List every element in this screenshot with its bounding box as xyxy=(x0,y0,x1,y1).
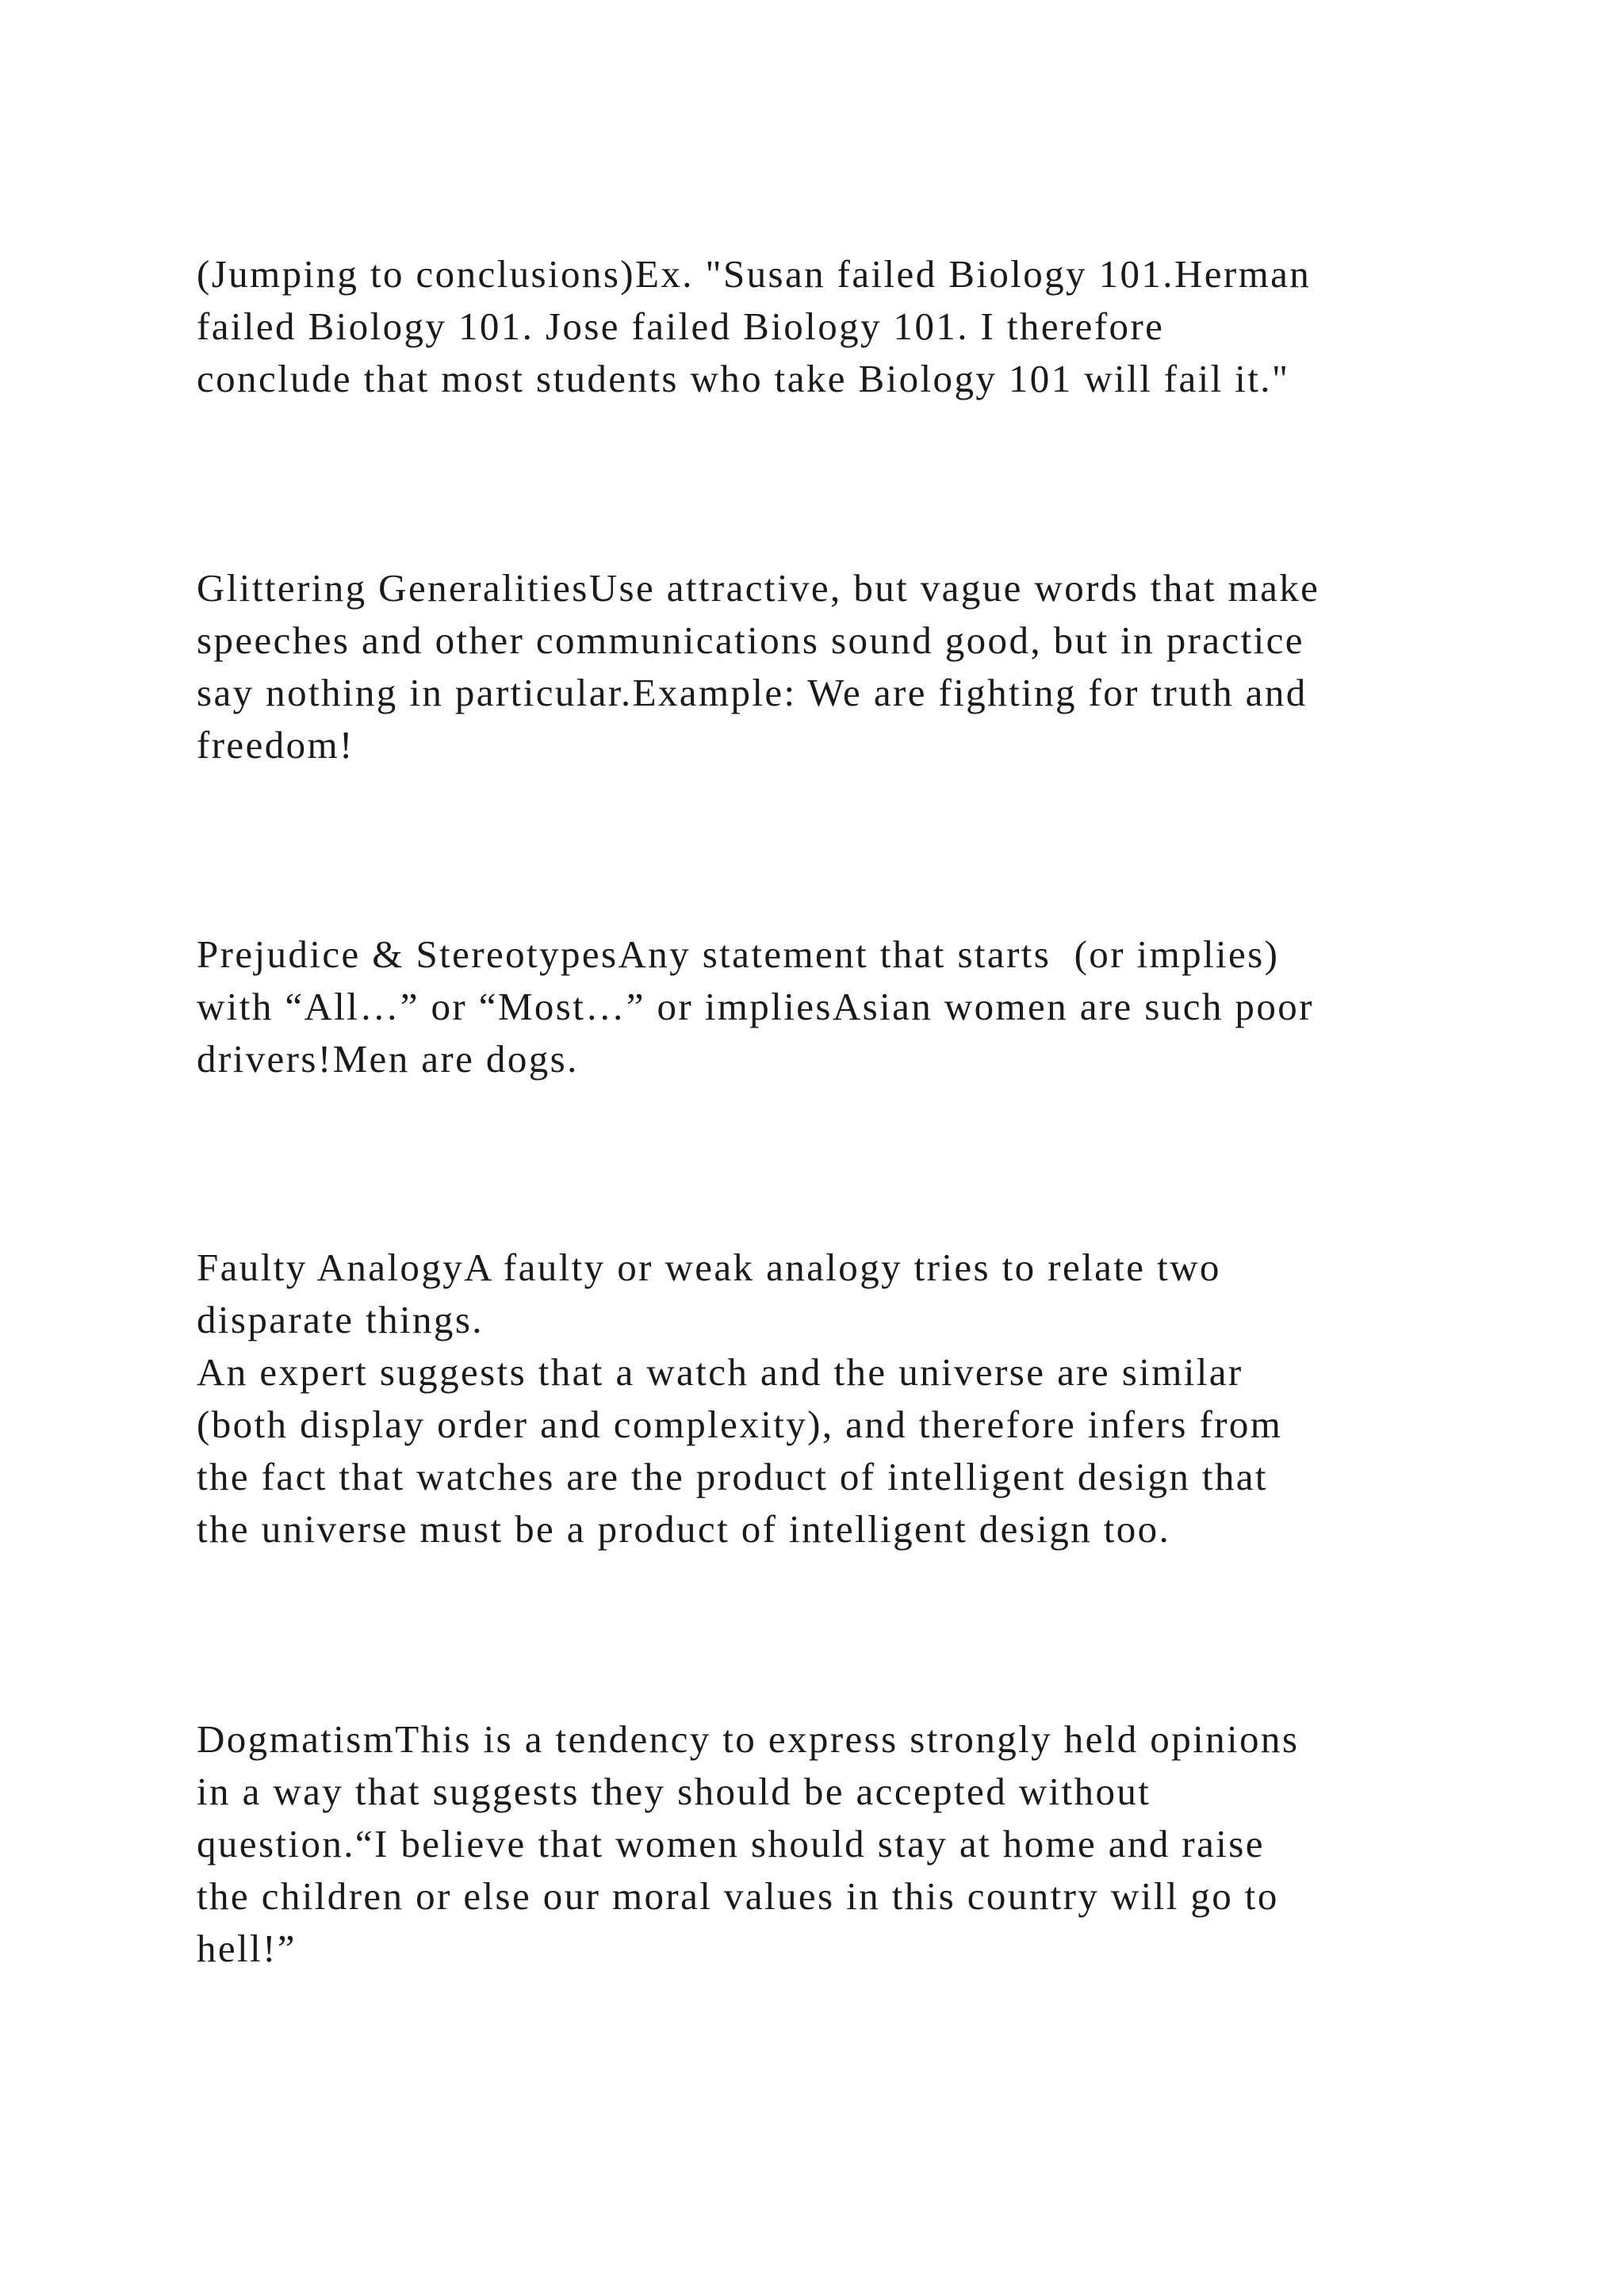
text-line: with “All…” or “Most…” or impliesAsian women are such poor xyxy=(197,985,1314,1028)
text-line: question.“I believe that women should stay at home and raise xyxy=(197,1822,1265,1866)
paragraph-faulty-analogy xyxy=(197,1242,1465,1556)
text-line: freedom! xyxy=(197,723,354,767)
text-line: in a way that suggests they should be accepted without xyxy=(197,1770,1151,1813)
text-line: the children or else our moral values in this country will go to xyxy=(197,1874,1279,1918)
text-line: Glittering GeneralitiesUse attractive, but vague words that make xyxy=(197,566,1320,610)
text-line: (both display order and complexity), and therefore infers from xyxy=(197,1402,1283,1446)
text-line: the fact that watches are the product of intelligent design that xyxy=(197,1455,1268,1498)
text-line: say nothing in particular.Example: We are fighting for truth and xyxy=(197,671,1308,714)
text-line: conclude that most students who take Biology 101 will fail it." xyxy=(197,357,1290,400)
text-line: DogmatismThis is a tendency to express strongly held opinions xyxy=(197,1717,1300,1761)
text-line: disparate things. xyxy=(197,1298,484,1341)
text-line: Prejudice & StereotypesAny statement that starts (or implies) xyxy=(197,932,1280,976)
text-line: An expert suggests that a watch and the universe are similar xyxy=(197,1350,1243,1394)
text-line: the universe must be a product of intelligent design too. xyxy=(197,1507,1171,1551)
text-line: (Jumping to conclusions)Ex. "Susan failed Biology 101.Herman xyxy=(197,252,1312,296)
text-line: Faulty AnalogyA faulty or weak analogy tries to relate two xyxy=(197,1246,1221,1289)
paragraph-prejudice-stereotypes xyxy=(197,928,1465,1085)
paragraph-jumping-to-conclusions xyxy=(197,248,1465,405)
paragraph-glittering-generalities xyxy=(197,562,1465,771)
text-line: hell!” xyxy=(197,1927,297,1970)
text-line: failed Biology 101. Jose failed Biology 101. I therefore xyxy=(197,304,1165,348)
text-line: speeches and other communications sound good, but in practice xyxy=(197,618,1304,662)
text-line: drivers!Men are dogs. xyxy=(197,1037,579,1081)
paragraph-dogmatism xyxy=(197,1713,1465,1975)
